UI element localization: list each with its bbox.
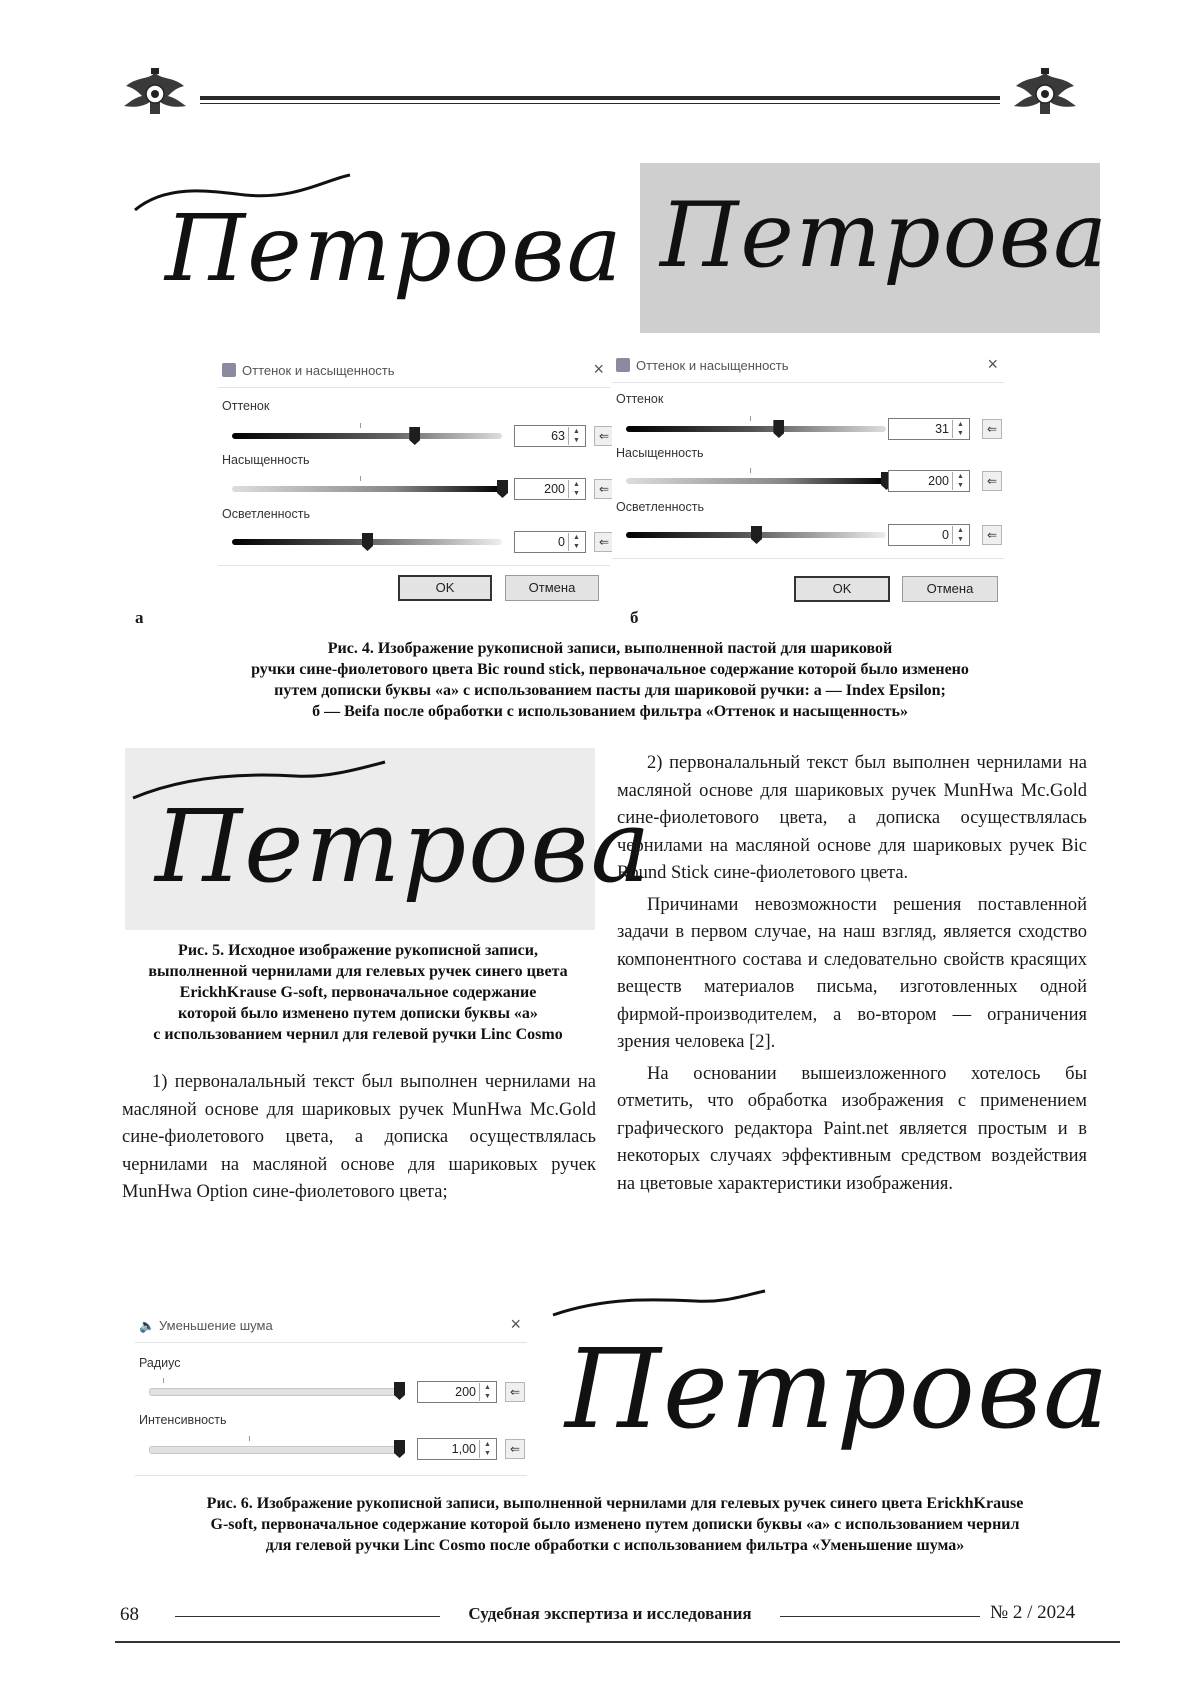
header-emblem-left — [120, 66, 190, 122]
caption-line: Рис. 4. Изображение рукописной записи, выполненной пастой для шариковой — [327, 640, 893, 657]
close-icon[interactable]: × — [593, 359, 604, 379]
slider-tick — [360, 423, 361, 428]
saturation-value: 200 — [928, 474, 949, 488]
caption-line: ручки сине-фиолетового цвета Bic round stick, первоначальное содержание которой было изменено — [251, 661, 969, 678]
radius-value: 200 — [455, 1385, 476, 1399]
fig5-handwriting-image — [125, 748, 653, 930]
body-paragraph: 2) первоналальный текст был выполнен чернилами на масляной основе для шариковых ручек MunHwa Mc.Gold сине-фиолетового цвета, а дописка осуществлялась чернилами на масляной основе для шариковых ручек Bic Round Stick сине-фиолетового цвета. — [617, 753, 1087, 883]
spinner-icon[interactable]: ▲ ▼ — [568, 480, 584, 498]
lightness-slider-thumb[interactable] — [362, 533, 373, 551]
slider-tick — [163, 1378, 164, 1383]
spinner-icon[interactable]: ▲ ▼ — [568, 427, 584, 445]
reset-arrow-icon[interactable]: ⇐ — [594, 479, 614, 499]
hue-slider-track[interactable] — [626, 426, 886, 432]
close-icon[interactable]: × — [987, 354, 998, 374]
intensity-label: Интенсивность — [139, 1413, 227, 1427]
slider-tick — [750, 468, 751, 473]
lightness-value: 0 — [558, 535, 565, 549]
saturation-input[interactable] — [888, 470, 970, 492]
saturation-label: Насыщенность — [616, 446, 704, 460]
caption-line: б — Beifa после обработки с использованием фильтра «Оттенок и насыщенность» — [312, 703, 908, 720]
spinner-icon[interactable]: ▲ ▼ — [568, 533, 584, 551]
fig4-caption — [120, 638, 1100, 722]
intensity-slider-track[interactable] — [149, 1446, 401, 1454]
spinner-icon[interactable]: ▲ ▼ — [952, 420, 968, 438]
divider — [612, 382, 1004, 383]
noise-reduction-dialog — [135, 1310, 527, 1480]
saturation-label: Насыщенность — [222, 453, 310, 467]
radius-slider-track[interactable] — [149, 1388, 401, 1396]
spinner-icon[interactable]: ▲ ▼ — [479, 1440, 495, 1458]
cancel-button[interactable]: Отмена — [505, 575, 599, 601]
lightness-input[interactable] — [888, 524, 970, 546]
intensity-slider-thumb[interactable] — [394, 1440, 405, 1458]
hue-value: 63 — [551, 429, 565, 443]
spinner-icon[interactable]: ▲ ▼ — [952, 472, 968, 490]
body-right-column — [617, 750, 1087, 1198]
handwriting-text: Петрова — [660, 183, 1109, 288]
fig4-handwriting-b — [640, 163, 1109, 333]
saturation-value: 200 — [544, 482, 565, 496]
dialog-title: Уменьшение шума — [159, 1318, 273, 1333]
handwriting-text: Петрова — [565, 1325, 1111, 1453]
fig4-handwriting-a — [125, 160, 635, 310]
divider — [135, 1475, 527, 1476]
caption-line: Рис. 5. Исходное изображение рукописной записи, — [178, 942, 538, 959]
dialog-title: Оттенок и насыщенность — [242, 363, 395, 378]
saturation-slider-track[interactable] — [232, 486, 502, 492]
spinner-icon[interactable]: ▲ ▼ — [952, 526, 968, 544]
lightness-input[interactable] — [514, 531, 586, 553]
radius-label: Радиус — [139, 1356, 181, 1370]
header-emblem-right — [1010, 66, 1080, 122]
caption-line: ErickhKrause G-soft, первоначальное содержание — [179, 984, 537, 1001]
handwriting-text: Петрова — [165, 195, 624, 302]
reset-arrow-icon[interactable]: ⇐ — [982, 471, 1002, 491]
hue-saturation-dialog-a — [218, 355, 610, 610]
fig4-label-b: б — [630, 608, 639, 627]
lightness-value: 0 — [942, 528, 949, 542]
hue-input[interactable] — [514, 425, 586, 447]
caption-line: путем дописки буквы «а» с использованием пасты для шариковой ручки: а — Index Epsilon; — [274, 682, 946, 699]
reset-arrow-icon[interactable]: ⇐ — [982, 525, 1002, 545]
saturation-slider-thumb[interactable] — [497, 480, 508, 498]
caption-line: выполненной чернилами для гелевых ручек синего цвета — [148, 963, 568, 980]
header-rule-thin — [200, 103, 1000, 104]
app-icon — [222, 363, 236, 377]
emblem-icon — [1010, 66, 1080, 122]
hue-value: 31 — [935, 422, 949, 436]
slider-tick — [750, 416, 751, 421]
lightness-label: Осветленность — [222, 507, 310, 521]
radius-input[interactable] — [417, 1381, 497, 1403]
hue-label: Оттенок — [616, 392, 664, 406]
close-icon[interactable]: × — [510, 1314, 521, 1334]
hue-input[interactable] — [888, 418, 970, 440]
body-left-column — [122, 1069, 596, 1207]
ok-button[interactable]: OK — [794, 576, 890, 602]
journal-title: Судебная экспертиза и исследования — [468, 1604, 752, 1623]
app-icon — [616, 358, 630, 372]
reset-arrow-icon[interactable]: ⇐ — [505, 1439, 525, 1459]
cancel-button[interactable]: Отмена — [902, 576, 998, 602]
intensity-input[interactable] — [417, 1438, 497, 1460]
hue-slider-track[interactable] — [232, 433, 502, 439]
reset-arrow-icon[interactable]: ⇐ — [594, 532, 614, 552]
fig4-label-a: а — [135, 608, 144, 627]
reset-arrow-icon[interactable]: ⇐ — [982, 419, 1002, 439]
footer-line-left — [175, 1616, 440, 1617]
hue-slider-thumb[interactable] — [409, 427, 420, 445]
caption-line: с использованием чернил для гелевой ручки Linc Cosmo — [153, 1026, 563, 1043]
issue-number: № 2 / 2024 — [990, 1602, 1076, 1623]
page-number: 68 — [120, 1604, 139, 1625]
hue-label: Оттенок — [222, 399, 270, 413]
hue-slider-thumb[interactable] — [773, 420, 784, 438]
body-paragraph: Причинами невозможности решения поставленной задачи в первом случае, на наш взгляд, является сходство компонентного состава и следовательно свойств красящих веществ материалов письма, изготовленных одной фирмой-производителем, а во-втором — ограничения зрения человека [2]. — [617, 894, 1087, 1052]
divider — [612, 558, 1004, 559]
reset-arrow-icon[interactable]: ⇐ — [505, 1382, 525, 1402]
reset-arrow-icon[interactable]: ⇐ — [594, 426, 614, 446]
slider-tick — [360, 476, 361, 481]
body-paragraph: 1) первоналальный текст был выполнен чернилами на масляной основе для шариковых ручек MunHwa Mc.Gold сине-фиолетового цвета, а дописка осуществлялась чернилами на масляной основе для шариковых ручек MunHwa Option сине-фиолетового цвета; — [122, 1072, 596, 1202]
ok-button[interactable]: OK — [398, 575, 492, 601]
intensity-value: 1,00 — [451, 1442, 476, 1456]
caption-line: которой было изменено путем дописки буквы «а» — [178, 1005, 538, 1022]
emblem-icon — [120, 66, 190, 122]
hue-saturation-dialog-b — [612, 350, 1004, 605]
spinner-icon[interactable]: ▲ ▼ — [479, 1383, 495, 1401]
speaker-icon: 🔈 — [139, 1318, 156, 1333]
saturation-slider-track[interactable] — [626, 478, 886, 484]
header-rule — [200, 96, 1000, 100]
caption-line: Рис. 6. Изображение рукописной записи, выполненной чернилами для гелевых ручек синего цвета ErickhKrause — [206, 1495, 1024, 1512]
saturation-input[interactable] — [514, 478, 586, 500]
divider — [135, 1342, 527, 1343]
lightness-label: Осветленность — [616, 500, 704, 514]
dialog-title: Оттенок и насыщенность — [636, 358, 789, 373]
footer-rule — [115, 1641, 1120, 1643]
fig6-caption — [120, 1493, 1110, 1556]
caption-line: G-soft, первоначальное содержание которой было изменено путем дописки буквы «а» с использованием чернил — [210, 1516, 1020, 1533]
fig6-handwriting-image — [545, 1285, 1111, 1485]
footer-line-right — [780, 1616, 980, 1617]
divider — [218, 387, 610, 388]
body-paragraph: На основании вышеизложенного хотелось бы отметить, что обработка изображения с применением графического редактора Paint.net является простым и в некоторых случаях эффективным средством воздействия на цветовые характеристики изображения. — [617, 1063, 1087, 1194]
caption-line: для гелевой ручки Linc Cosmo после обработки с использованием фильтра «Уменьшение шума» — [265, 1537, 965, 1554]
slider-tick — [249, 1436, 250, 1441]
radius-slider-thumb[interactable] — [394, 1382, 405, 1400]
divider — [218, 565, 610, 566]
handwriting-text: Петрова — [155, 788, 653, 905]
lightness-slider-thumb[interactable] — [751, 526, 762, 544]
fig5-caption — [118, 940, 598, 1045]
